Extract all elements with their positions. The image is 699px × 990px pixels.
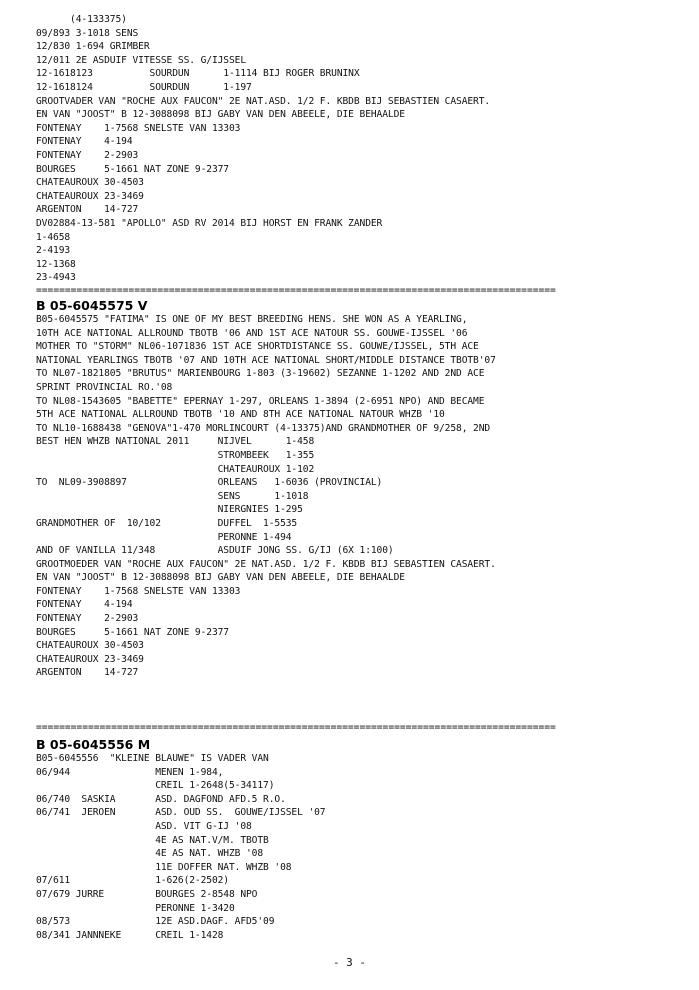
text-line: CHATEAUROUX 23-3469	[36, 190, 144, 202]
text-line: 4E AS NAT. WHZB '08	[36, 848, 264, 860]
text-line: 08/573 12E ASD.DAGF. AFD5'09	[36, 916, 275, 928]
text-line: ARGENTON 14-727	[36, 204, 139, 216]
text-line: BOURGES 5-1661 NAT ZONE 9-2377	[36, 163, 229, 175]
text-line: NIERGNIES 1-295	[36, 504, 303, 516]
text-line: CHATEAUROUX 30-4503	[36, 177, 144, 189]
text-line: 06/944 MENEN 1-984,	[36, 766, 224, 778]
text-line: 1-4658	[36, 231, 71, 243]
text-line: 23-4943	[36, 272, 76, 284]
text-line: EN VAN "JOOST" B 12-3088098 BIJ GABY VAN DEN ABEELE, DIE BEHAALDE	[36, 109, 405, 121]
text-line: EN VAN "JOOST" B 12-3088098 BIJ GABY VAN DEN ABEELE, DIE BEHAALDE	[36, 572, 405, 584]
separator-line: ==========================================================================================	[36, 722, 556, 733]
separator-line: ==========================================================================================	[36, 285, 556, 296]
pedigree-notes-top	[36, 13, 490, 285]
text-line: 5TH ACE NATIONAL ALLROUND TBOTB '10 AND 8TH ACE NATIONAL NATOUR WHZB '10	[36, 409, 445, 421]
text-line: FONTENAY 4-194	[36, 136, 133, 148]
text-line: DV02884-13-581 "APOLLO" ASD RV 2014 BIJ HORST EN FRANK ZANDER	[36, 217, 383, 229]
page-number: - 3 -	[332, 956, 367, 969]
text-line: TO NL07-1821805 "BRUTUS" MARIENBOURG 1-803 (3-19602) SEZANNE 1-1202 AND 2ND ACE	[36, 368, 485, 380]
text-line: FONTENAY 1-7568 SNELSTE VAN 13303	[36, 122, 241, 134]
text-line: TO NL08-1543605 "BABETTE" EPERNAY 1-297, ORLEANS 1-3894 (2-6951 NPO) AND BECAME	[36, 395, 485, 407]
text-line: CHATEAUROUX 23-3469	[36, 653, 144, 665]
text-line: GROOTMOEDER VAN "ROCHE AUX FAUCON" 2E NAT.ASD. 1/2 F. KBDB BIJ SEBASTIEN CASAERT.	[36, 558, 496, 570]
bird-description-v	[36, 313, 496, 680]
text-line: FONTENAY 1-7568 SNELSTE VAN 13303	[36, 585, 241, 597]
text-line: 11E DOFFER NAT. WHZB '08	[36, 861, 292, 873]
text-line: B05-6045556 "KLEINE BLAUWE" IS VADER VAN	[36, 753, 269, 764]
text-line: AND OF VANILLA 11/348 ASDUIF JONG SS. G/IJ (6X 1:100)	[36, 545, 394, 557]
text-line: SENS 1-1018	[36, 490, 309, 502]
text-line: FONTENAY 2-2903	[36, 613, 139, 625]
text-line: TO NL09-3908897 ORLEANS 1-6036 (PROVINCIAL)	[36, 477, 383, 489]
text-line: 06/741 JEROEN ASD. OUD SS. GOUWE/IJSSEL '07	[36, 807, 326, 819]
text-line: CHATEAUROUX 30-4503	[36, 640, 144, 652]
text-line: ASD. VIT G-IJ '08	[36, 820, 252, 832]
text-line: 07/611 1-626(2-2502)	[36, 875, 229, 887]
text-line: 12-1618123 SOURDUN 1-1114 BIJ ROGER BRUNINX	[36, 68, 360, 80]
text-line: 12-1368	[36, 258, 76, 270]
text-line: TO NL10-1688438 "GENOVA"1-470 MORLINCOURT (4-13375)AND GRANDMOTHER OF 9/258, 2ND	[36, 422, 491, 434]
text-line: FONTENAY 4-194	[36, 599, 133, 611]
text-line: (4-133375)	[36, 14, 127, 25]
text-line: 06/740 SASKIA ASD. DAGFOND AFD.5 R.O.	[36, 793, 286, 805]
text-line: 08/341 JANNNEKE CREIL 1-1428	[36, 929, 224, 941]
text-line: 09/893 3-1018 SENS	[36, 27, 139, 39]
text-line: 2-4193	[36, 245, 71, 257]
text-line: 07/679 JURRE BOURGES 2-8548 NPO	[36, 888, 258, 900]
text-line: 12/011 2E ASDUIF VITESSE SS. G/IJSSEL	[36, 54, 247, 66]
text-line: CHATEAUROUX 1-102	[36, 463, 315, 475]
text-line: CREIL 1-2648(5-34117)	[36, 780, 275, 792]
text-line: GROOTVADER VAN "ROCHE AUX FAUCON" 2E NAT.ASD. 1/2 F. KBDB BIJ SEBASTIEN CASAERT.	[36, 95, 491, 107]
text-line: STROMBEEK 1-355	[36, 449, 315, 461]
text-line: NATIONAL YEARLINGS TBOTB '07 AND 10TH ACE NATIONAL SHORT/MIDDLE DISTANCE TBOTB'07	[36, 354, 496, 366]
text-line: GRANDMOTHER OF 10/102 DUFFEL 1-5535	[36, 517, 298, 529]
text-line: 10TH ACE NATIONAL ALLROUND TBOTB '06 AND 1ST ACE NATOUR SS. GOUWE-IJSSEL '06	[36, 327, 468, 339]
text-line: PERONNE 1-3420	[36, 902, 235, 914]
text-line: BOURGES 5-1661 NAT ZONE 9-2377	[36, 626, 229, 638]
text-line: 4E AS NAT.V/M. TBOTB	[36, 834, 269, 846]
bird-heading-m: B 05-6045556 M	[36, 737, 151, 752]
text-line: MOTHER TO "STORM" NL06-1071836 1ST ACE SHORTDISTANCE SS. GOUWE/IJSSEL, 5TH ACE	[36, 341, 479, 353]
text-line: SPRINT PROVINCIAL RO.'08	[36, 381, 173, 393]
text-line: 12/830 1-694 GRIMBER	[36, 41, 150, 53]
text-line: ARGENTON 14-727	[36, 667, 139, 679]
text-line: BEST HEN WHZB NATIONAL 2011 NIJVEL 1-458	[36, 436, 315, 448]
bird-heading-v: B 05-6045575 V	[36, 298, 148, 313]
text-line: B05-6045575 "FATIMA" IS ONE OF MY BEST BREEDING HENS. SHE WON AS A YEARLING,	[36, 314, 468, 325]
text-line: 12-1618124 SOURDUN 1-197	[36, 81, 252, 93]
text-line: PERONNE 1-494	[36, 531, 292, 543]
text-line: FONTENAY 2-2903	[36, 149, 139, 161]
bird-description-m	[36, 752, 325, 942]
